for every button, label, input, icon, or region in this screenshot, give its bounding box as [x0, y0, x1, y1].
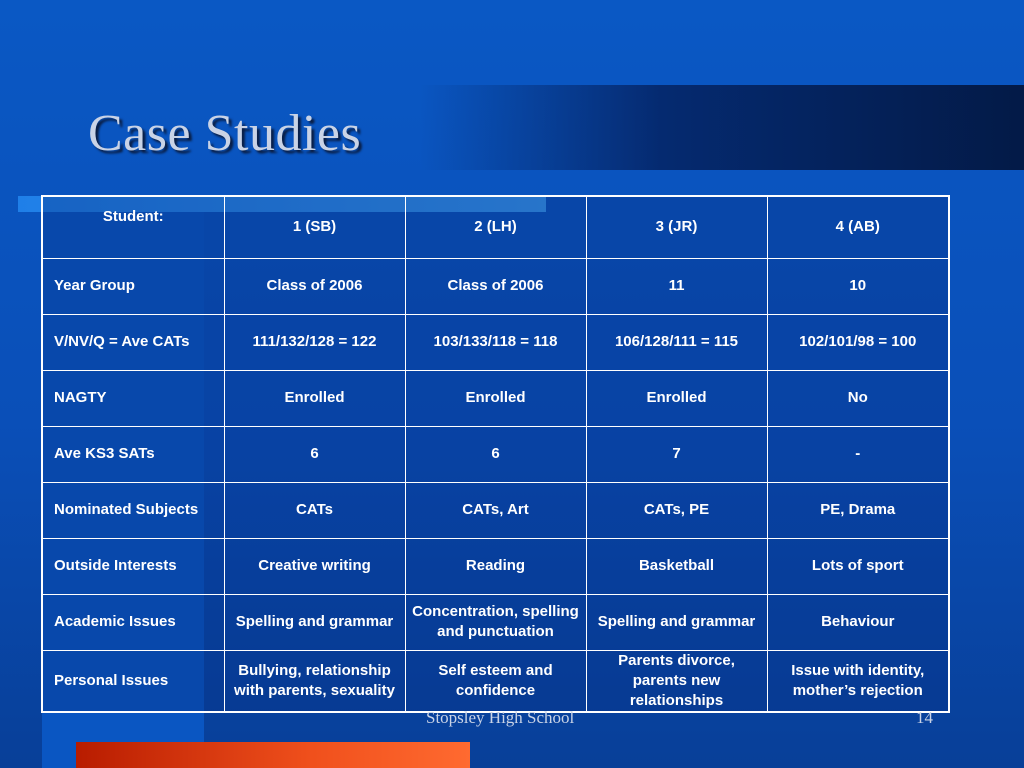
table-cell: - [767, 426, 949, 482]
table-cell: Concentration, spelling and punctuation [405, 594, 586, 650]
table-cell: Behaviour [767, 594, 949, 650]
table-cell: 6 [405, 426, 586, 482]
table-cell: Enrolled [586, 370, 767, 426]
table-cell: Creative writing [224, 538, 405, 594]
table-cell: Enrolled [405, 370, 586, 426]
table-cell: 11 [586, 258, 767, 314]
table-row [42, 594, 949, 650]
table-cell: 6 [224, 426, 405, 482]
table-row [42, 314, 949, 370]
table-cell: 7 [586, 426, 767, 482]
table-cell: Issue with identity, mother’s rejection [767, 650, 949, 712]
row-label: Ave KS3 SATs [42, 426, 224, 482]
table-cell: No [767, 370, 949, 426]
table-cell: Spelling and grammar [224, 594, 405, 650]
table-cell: 102/101/98 = 100 [767, 314, 949, 370]
footer-school-name: Stopsley High School [426, 708, 575, 727]
table-cell: CATs [224, 482, 405, 538]
table-cell: Bullying, relationship with parents, sexuality [224, 650, 405, 712]
row-label: Academic Issues [42, 594, 224, 650]
table-cell: Lots of sport [767, 538, 949, 594]
column-header: 1 (SB) [224, 196, 405, 258]
row-label: NAGTY [42, 370, 224, 426]
table-row [42, 538, 949, 594]
table-row [42, 426, 949, 482]
table-cell: 106/128/111 = 115 [586, 314, 767, 370]
row-label: V/NV/Q = Ave CATs [42, 314, 224, 370]
orange-accent-strip [76, 742, 470, 768]
header-dark-band [420, 85, 1024, 170]
table-cell: 111/132/128 = 122 [224, 314, 405, 370]
table-cell: Self esteem and confidence [405, 650, 586, 712]
table-cell: CATs, Art [405, 482, 586, 538]
table-cell: Parents divorce, parents new relationships [586, 650, 767, 712]
table-row [42, 370, 949, 426]
column-header: 4 (AB) [767, 196, 949, 258]
table-cell: Reading [405, 538, 586, 594]
table-cell: 103/133/118 = 118 [405, 314, 586, 370]
table-header-row [42, 196, 949, 258]
row-label: Year Group [42, 258, 224, 314]
column-header: 2 (LH) [405, 196, 586, 258]
row-label: Nominated Subjects [42, 482, 224, 538]
case-studies-table [41, 195, 950, 713]
table-cell: Spelling and grammar [586, 594, 767, 650]
table-row [42, 482, 949, 538]
table-cell: Class of 2006 [224, 258, 405, 314]
table-cell: CATs, PE [586, 482, 767, 538]
table-row [42, 258, 949, 314]
slide-number: 14 [916, 708, 933, 727]
table-cell: 10 [767, 258, 949, 314]
table-cell: Enrolled [224, 370, 405, 426]
corner-header: Student: [42, 196, 224, 258]
row-label: Outside Interests [42, 538, 224, 594]
slide-title: Case Studies [88, 105, 362, 162]
table-cell: Class of 2006 [405, 258, 586, 314]
table-row [42, 650, 949, 712]
column-header: 3 (JR) [586, 196, 767, 258]
table-cell: Basketball [586, 538, 767, 594]
row-label: Personal Issues [42, 650, 224, 712]
table-cell: PE, Drama [767, 482, 949, 538]
